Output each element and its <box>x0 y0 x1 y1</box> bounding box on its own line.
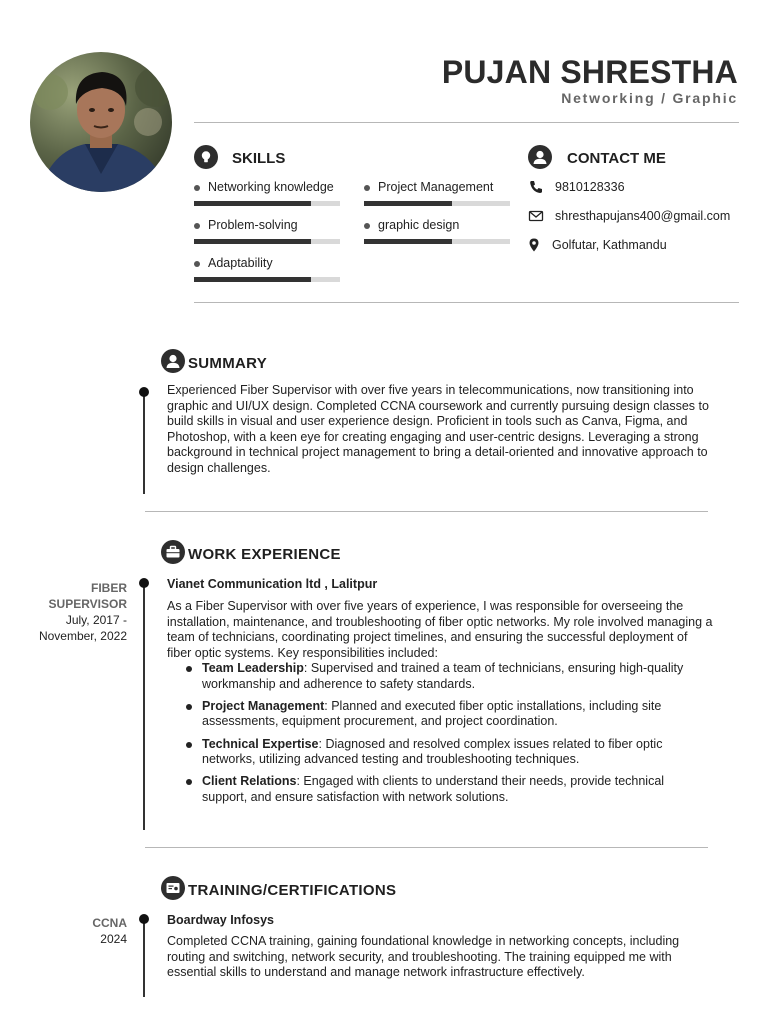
user-icon <box>161 349 185 373</box>
header-bottom-divider <box>194 302 739 303</box>
skills-title: SKILLS <box>232 150 286 167</box>
list-item <box>186 699 712 730</box>
skill-label: Project Management <box>378 180 494 194</box>
skill-level-bar <box>194 239 340 244</box>
training-org: Boardway Infosys <box>167 913 274 927</box>
phone-icon <box>528 179 544 195</box>
lightbulb-icon <box>194 145 218 169</box>
map-pin-icon <box>526 237 542 253</box>
work-divider <box>145 847 708 848</box>
bullet-heading: Technical Expertise <box>202 736 319 751</box>
skill-level-fill <box>194 277 311 282</box>
skill-level-bar <box>194 277 340 282</box>
training-title: TRAINING/CERTIFICATIONS <box>188 882 397 899</box>
training-year: 2024 <box>100 932 127 946</box>
envelope-icon <box>528 208 544 224</box>
bullet-dot <box>186 779 192 785</box>
briefcase-icon <box>161 540 185 564</box>
bullet-dot <box>194 223 200 229</box>
summary-timeline <box>143 392 145 494</box>
bullet-dot <box>194 185 200 191</box>
bullet-text: : Planned and executed fiber optic installations, including site assessments, equipment procurement, and project coordination. <box>202 698 662 729</box>
work-dates: July, 2017 - November, 2022 <box>38 613 127 643</box>
skill-level-bar <box>194 201 340 206</box>
skill-level-bar <box>364 201 510 206</box>
summary-title: SUMMARY <box>188 355 268 372</box>
timeline-dot <box>139 387 149 397</box>
contact-address: Golfutar, Kathmandu <box>552 238 667 252</box>
list-item <box>186 774 712 805</box>
skill-label: Problem-solving <box>208 218 298 232</box>
bullet-heading: Project Management <box>202 698 325 713</box>
work-responsibilities <box>186 661 712 812</box>
work-description: As a Fiber Supervisor with over five years of experience, I was responsible for overseeing the installation, maintenance, and troubleshooting of fiber optic networks. My role involved managing a team of technicians, coordinating project timelines, and ensuring the successful deployment of fiber optic systems. Key responsibilities included: <box>167 599 713 660</box>
bullet-text: : Engaged with clients to understand their needs, provide technical support, and ensure satisfaction with network solutions. <box>202 774 665 804</box>
bullet-dot <box>364 185 370 191</box>
bullet-dot <box>364 223 370 229</box>
skill-label: graphic design <box>378 218 460 232</box>
bullet-text: : Supervised and trained a team of technicians, ensuring high-quality workmanship and adherence to safety standards. <box>202 661 684 691</box>
training-timeline <box>143 919 145 997</box>
contact-title: CONTACT ME <box>567 150 666 167</box>
skill-level-fill <box>364 239 452 244</box>
work-side-label <box>17 580 127 644</box>
profile-photo-illustration <box>30 52 172 192</box>
list-item <box>186 661 712 692</box>
bullet-dot <box>186 666 192 672</box>
candidate-name: PUJAN SHRESTHA <box>441 54 738 90</box>
bullet-dot <box>194 261 200 267</box>
candidate-role: Networking / Graphic <box>561 90 738 106</box>
header-divider <box>194 122 739 123</box>
bullet-heading: Team Leadership <box>202 661 304 675</box>
bullet-text: : Diagnosed and resolved complex issues related to fiber optic networks, utilizing advanced testing and troubleshooting techniques. <box>202 736 663 767</box>
skill-level-fill <box>364 201 452 206</box>
skill-level-fill <box>194 239 311 244</box>
work-position: FIBER SUPERVISOR <box>48 581 127 611</box>
contact-phone[interactable]: 9810128336 <box>555 180 625 194</box>
training-name: CCNA <box>92 916 127 930</box>
bullet-dot <box>186 742 192 748</box>
skill-label: Adaptability <box>208 256 273 270</box>
list-item <box>186 737 712 768</box>
training-side-label <box>17 915 127 947</box>
profile-photo <box>30 52 172 192</box>
training-text: Completed CCNA training, gaining foundational knowledge in networking concepts, including routing and switching, network security, and troubleshooting. The training equipped me with essential skills to understand and manage network infrastructure effectively. <box>167 934 680 980</box>
summary-text: Experienced Fiber Supervisor with over five years in telecommunications, now transitioning into graphic and UI/UX design. Completed CCNA coursework and currently pursuing design classes to build skills in visual and user experience design. Proficient in tools such as Canva, Figma, and Photoshop, with a keen eye for creating engaging and user-centric designs. Leveraging a strong background in technical project management to bring a detail-oriented and innovative approach to design challenges. <box>167 383 709 475</box>
bullet-dot <box>186 704 192 710</box>
user-icon <box>528 145 552 169</box>
skill-label: Networking knowledge <box>208 180 334 194</box>
work-title: WORK EXPERIENCE <box>188 546 341 563</box>
skill-level-bar <box>364 239 510 244</box>
work-company: Vianet Communication ltd , Lalitpur <box>167 577 378 591</box>
work-timeline <box>143 583 145 830</box>
timeline-dot <box>139 914 149 924</box>
summary-divider <box>145 511 708 512</box>
certificate-icon <box>161 876 185 900</box>
contact-email[interactable]: shresthapujans400@gmail.com <box>555 209 731 223</box>
skill-level-fill <box>194 201 311 206</box>
bullet-heading: Client Relations <box>202 774 297 789</box>
timeline-dot <box>139 578 149 588</box>
